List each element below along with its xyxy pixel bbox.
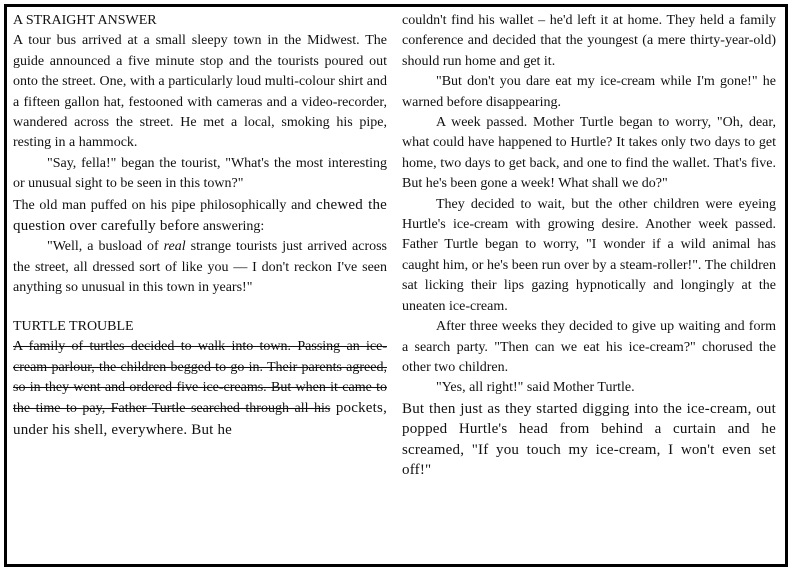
paragraph [13,237,387,298]
paragraph [13,337,387,441]
paragraph: "Say, fella!" began the tourist, "What's the most interesting or unusual sight to be seen in this town?" [13,155,387,192]
paragraph: A tour bus arrived at a small sleepy town in the Midwest. The guide announced a five minute stop and the tourists poured out onto the street. One, with a particularly loud multi-colour shirt and a fifteen gallon hat, festooned with cameras and a video-recorder, wandered across the street. He met a local, smoking his pipe, resting in a hammock. [13,33,387,151]
story-title-turtle-trouble: TURTLE TROUBLE [13,318,134,334]
paragraph-part: The old man puffed on his pipe philosophically and [13,197,312,213]
right-column [402,11,776,480]
paragraph: "Yes, all right!" said Mother Turtle. [436,380,635,396]
paragraph: "But don't you dare eat my ice-cream while I'm gone!" he warned before disappearing. [402,74,776,110]
paragraph: But then just as they started digging into the ice-cream, out popped Hurtle's head from behind a curtain and he screamed, "If you touch my ice-cream, I won't even set off!" [402,400,776,478]
paragraph-part: pockets, under his shell, everywhere. But he [13,400,388,438]
paragraph-part: strange tourists just arrived across the street, all dressed sort of like you — I don't reckon I've seen anything so unusual in this town in years!" [13,239,388,296]
struck-through-text: A family of turtles decided to walk into town. Passing an ice-cream parlour, the children begged to go in. Their parents agreed, so in they went and ordered five ice-creams. But when it came to the time to pay, Father Turtle searched through all his [13,339,387,417]
paragraph: After three weeks they decided to give up waiting and form a search party. "Then can we eat his ice-cream?" chorused the other two children. [402,319,776,375]
paragraph-part: chewed the question over carefully before [13,196,388,235]
left-column [13,11,387,441]
page-frame [4,4,788,567]
paragraph: couldn't find his wallet – he'd left it at home. They held a family conference and decided that the youngest (a mere thirty-year-old) should run home and get it. [402,13,776,69]
paragraph-part: answering: [202,219,265,235]
paragraph [13,195,387,238]
paragraph-part: "Well, a busload of [47,239,164,255]
paragraph: A week passed. Mother Turtle began to worry, "Oh, dear, what could have happened to Hurtle? It takes only two days to get home, two days to get back, and one to find the wallet. That's five. But he's been gone a week! What shall we do?" [402,115,776,192]
emphasis: real [163,239,186,255]
paragraph: They decided to wait, but the other children were eyeing Hurtle's ice-cream with growing desire. Another week passed. Father Turtle began to worry, "I wonder if a wild animal has caught him, or he's been run over by a steam-roller!". The children sat licking their lips gazing hypnotically and longingly at the uneaten ice-cream. [402,196,776,314]
spacer [13,299,387,317]
story-title-straight-answer: A STRAIGHT ANSWER [13,13,157,28]
